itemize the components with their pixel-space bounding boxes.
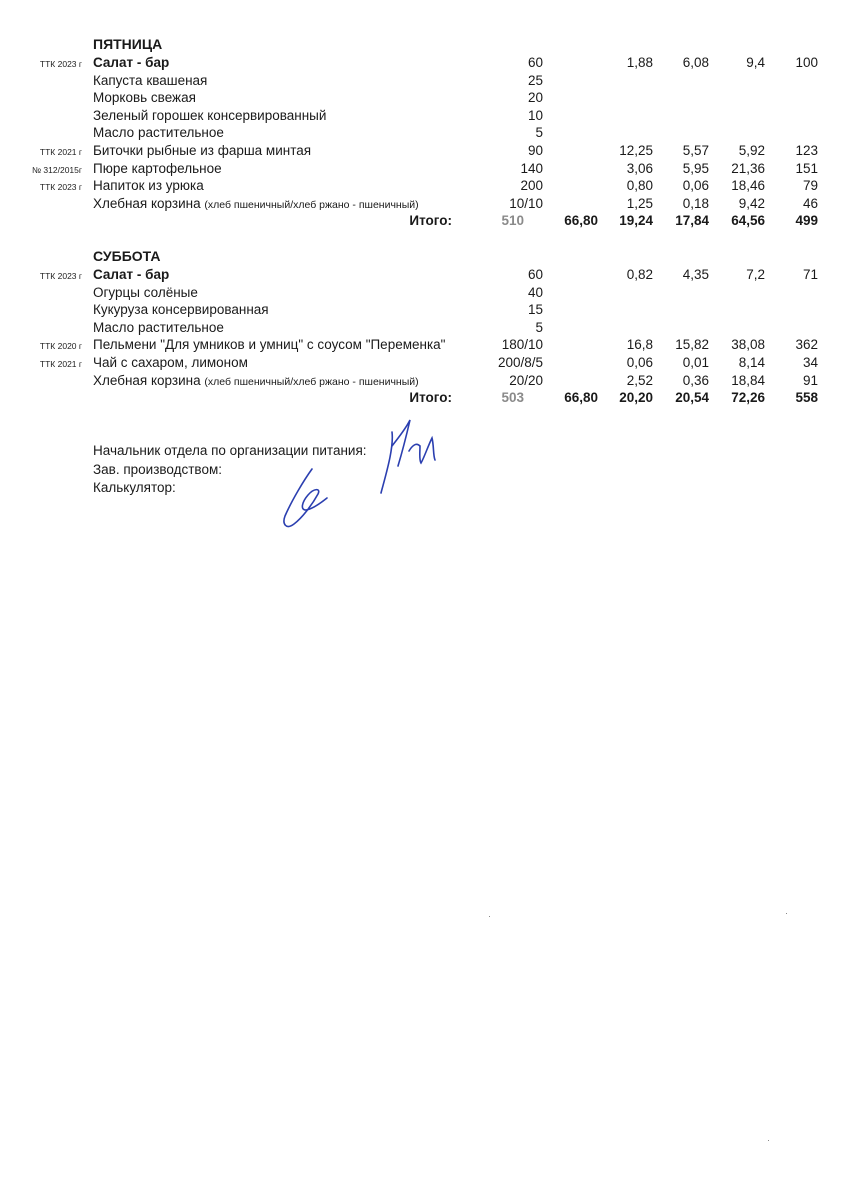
protein-value: 1,88: [626, 55, 653, 70]
carbs-value: 18,46: [731, 178, 765, 194]
ttk-reference: ТТК 2021 г: [39, 359, 82, 369]
total-carbs: 64,56: [731, 213, 765, 229]
dish-note: (хлеб пшеничный/хлеб ржано - пшеничный): [204, 198, 419, 211]
portion-weight: 40: [527, 284, 543, 300]
energy-value: 151: [795, 160, 818, 176]
day-title: ПЯТНИЦА: [93, 36, 163, 52]
carbs-value: 9,4: [746, 55, 765, 70]
portion-weight: 5: [535, 319, 543, 335]
energy-value: 362: [795, 337, 818, 353]
portion-weight: 60: [527, 267, 543, 282]
signature-stroke-head: [381, 420, 435, 493]
total-price: 66,80: [564, 213, 598, 229]
fat-value: 0,06: [682, 178, 709, 194]
ttk-reference: № 312/2015г: [31, 164, 82, 175]
portion-weight: 10/10: [509, 195, 543, 211]
energy-value: 34: [802, 355, 818, 370]
fat-value: 6,08: [682, 55, 709, 70]
total-protein: 19,24: [619, 213, 653, 229]
protein-value: 0,82: [626, 267, 653, 282]
portion-weight: 180/10: [501, 337, 543, 353]
signature-head-label: Начальник отдела по организации питания:: [93, 443, 367, 458]
dish-name-text: Кукуруза консервированная: [93, 302, 269, 318]
fat-value: 15,82: [675, 337, 709, 353]
portion-weight: 60: [527, 55, 543, 70]
protein-value: 1,25: [626, 195, 653, 211]
dish-name-text: Масло растительное: [93, 319, 224, 335]
total-energy: 558: [795, 390, 818, 406]
portion-weight: 25: [527, 72, 543, 88]
carbs-value: 18,84: [731, 372, 765, 388]
fat-value: 0,18: [682, 195, 709, 211]
dish-name-text: Хлебная корзина: [93, 195, 201, 211]
dish-note: (хлеб пшеничный/хлеб ржано - пшеничный): [204, 375, 419, 388]
ttk-reference: ТТК 2021 г: [39, 147, 82, 157]
portion-weight: 90: [527, 143, 543, 158]
carbs-value: 9,42: [738, 195, 765, 211]
ttk-reference: ТТК 2020 г: [39, 341, 82, 352]
protein-value: 0,06: [626, 355, 653, 370]
fat-value: 5,57: [682, 143, 709, 158]
signature-calculator-label: Калькулятор:: [93, 480, 176, 495]
dish-name-text: Салат - бар: [93, 267, 170, 282]
dish-name-text: Салат - бар: [93, 55, 170, 70]
portion-weight: 200: [520, 178, 543, 194]
energy-value: 123: [795, 143, 818, 158]
dish-name-text: Хлебная корзина: [93, 372, 201, 388]
day-title: СУББОТА: [93, 248, 161, 264]
portion-weight: 20/20: [509, 372, 543, 388]
fat-value: 0,36: [682, 372, 709, 388]
total-price: 66,80: [564, 390, 598, 406]
portion-weight: 5: [535, 125, 543, 141]
total-fat: 20,54: [675, 390, 709, 406]
dish-name-text: Чай с сахаром, лимоном: [93, 355, 248, 370]
dish-name-text: Капуста квашеная: [93, 72, 208, 88]
dish-name-text: Зеленый горошек консервированный: [93, 107, 327, 123]
portion-weight: 15: [527, 302, 543, 318]
energy-value: 91: [802, 372, 818, 388]
dish-name-text: Напиток из урюка: [93, 178, 204, 194]
signature-production-label: Зав. производством:: [93, 462, 222, 477]
total-energy: 499: [795, 213, 818, 229]
dish-name-text: Пельмени "Для умников и умниц" с соусом "Переменка": [93, 337, 446, 353]
portion-weight: 10: [527, 107, 543, 123]
energy-value: 71: [802, 267, 818, 282]
signature-stroke-production: [284, 469, 327, 526]
protein-value: 3,06: [626, 160, 653, 176]
total-weight: 503: [501, 390, 524, 406]
dish-name-text: Пюре картофельное: [93, 160, 222, 176]
protein-value: 16,8: [626, 337, 653, 353]
protein-value: 0,80: [626, 178, 653, 194]
total-weight: 510: [501, 213, 524, 229]
dish-name-text: Огурцы солёные: [93, 284, 198, 300]
energy-value: 46: [802, 195, 818, 211]
dish-name-text: Масло растительное: [93, 125, 224, 141]
protein-value: 2,52: [626, 372, 653, 388]
ttk-reference: ТТК 2023 г: [39, 182, 82, 193]
ttk-reference: ТТК 2023 г: [39, 59, 82, 69]
scan-dot: [786, 913, 787, 914]
portion-weight: 140: [520, 160, 543, 176]
carbs-value: 7,2: [746, 267, 765, 282]
portion-weight: 20: [527, 90, 543, 106]
total-protein: 20,20: [619, 390, 653, 406]
portion-weight: 200/8/5: [497, 355, 543, 370]
protein-value: 12,25: [619, 143, 653, 158]
dish-name-text: Биточки рыбные из фарша минтая: [93, 143, 312, 158]
energy-value: 100: [795, 55, 818, 70]
fat-value: 5,95: [682, 160, 709, 176]
energy-value: 79: [802, 178, 818, 194]
total-carbs: 72,26: [731, 390, 765, 406]
ttk-reference: ТТК 2023 г: [39, 271, 82, 281]
dish-name-text: Морковь свежая: [93, 90, 196, 106]
handwritten-signatures: [0, 0, 849, 560]
total-label: Итого:: [409, 390, 452, 406]
carbs-value: 38,08: [731, 337, 765, 353]
scan-dot: [768, 1140, 769, 1141]
total-fat: 17,84: [675, 213, 709, 229]
carbs-value: 8,14: [738, 355, 765, 370]
fat-value: 0,01: [682, 355, 709, 370]
carbs-value: 21,36: [731, 160, 765, 176]
carbs-value: 5,92: [738, 143, 765, 158]
fat-value: 4,35: [682, 267, 709, 282]
total-label: Итого:: [409, 213, 452, 229]
scan-dot: [489, 916, 490, 917]
